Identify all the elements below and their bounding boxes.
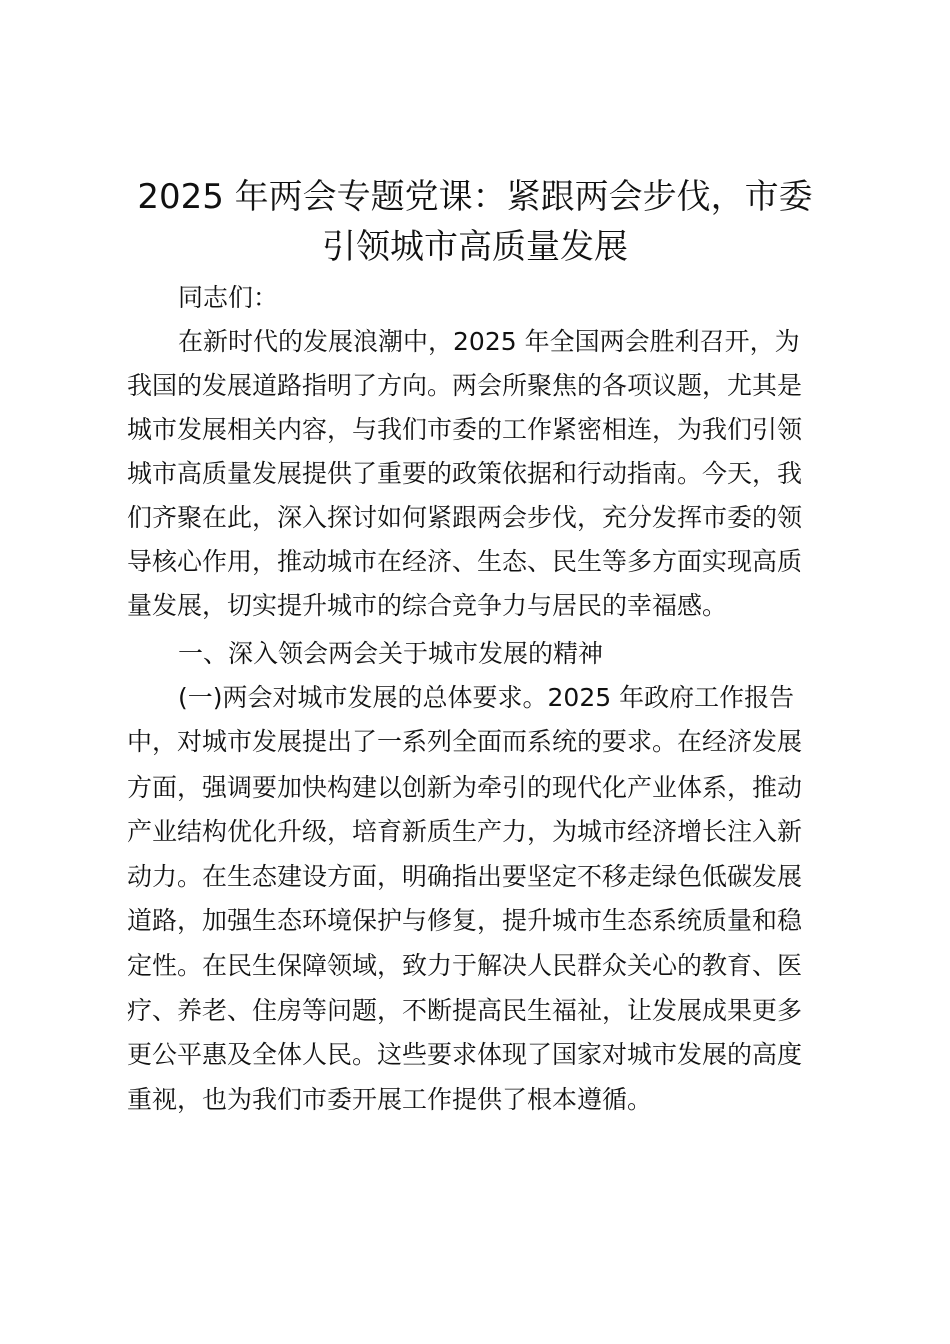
body-text-line: 城市发展相关内容，与我们市委的工作紧密相连，为我们引领 <box>127 415 803 444</box>
section-heading: 一、深入领会两会关于城市发展的精神 <box>178 639 604 668</box>
body-text-line: 在新时代的发展浪潮中，2025 年全国两会胜利召开，为 <box>178 327 800 356</box>
body-text-line: 我国的发展道路指明了方向。两会所聚焦的各项议题，尤其是 <box>127 371 803 400</box>
document-title-line-2: 引领城市高质量发展 <box>322 227 628 267</box>
body-text-line: 动力。在生态建设方面，明确指出要坚定不移走绿色低碳发展 <box>127 862 803 891</box>
body-text-line: 量发展，切实提升城市的综合竞争力与居民的幸福感。 <box>127 591 728 620</box>
body-text-line: 道路，加强生态环境保护与修复，提升城市生态系统质量和稳 <box>127 906 803 935</box>
document-title-line-1: 2025 年两会专题党课：紧跟两会步伐，市委 <box>137 177 813 217</box>
body-text-line: 产业结构优化升级，培育新质生产力，为城市经济增长注入新 <box>127 817 803 846</box>
body-text-line: 方面，强调要加快构建以创新为牵引的现代化产业体系，推动 <box>127 773 803 802</box>
body-text-line: 们齐聚在此，深入探讨如何紧跟两会步伐，充分发挥市委的领 <box>127 503 803 532</box>
body-text-line: 重视，也为我们市委开展工作提供了根本遵循。 <box>127 1085 653 1114</box>
body-text-line: 导核心作用，推动城市在经济、生态、民生等多方面实现高质 <box>127 547 803 576</box>
body-text-line: 疗、养老、住房等问题，不断提高民生福祉，让发展成果更多 <box>127 996 803 1025</box>
body-text-line: 城市高质量发展提供了重要的政策依据和行动指南。今天，我 <box>127 459 803 488</box>
body-text-line: 更公平惠及全体人民。这些要求体现了国家对城市发展的高度 <box>127 1040 803 1069</box>
body-text-line: 定性。在民生保障领域，致力于解决人民群众关心的教育、医 <box>127 951 803 980</box>
salutation: 同志们： <box>178 283 279 312</box>
subsection-heading: (一)两会对城市发展的总体要求。2025 年政府工作报告 <box>178 683 795 712</box>
body-text-line: 中，对城市发展提出了一系列全面而系统的要求。在经济发展 <box>127 727 803 756</box>
